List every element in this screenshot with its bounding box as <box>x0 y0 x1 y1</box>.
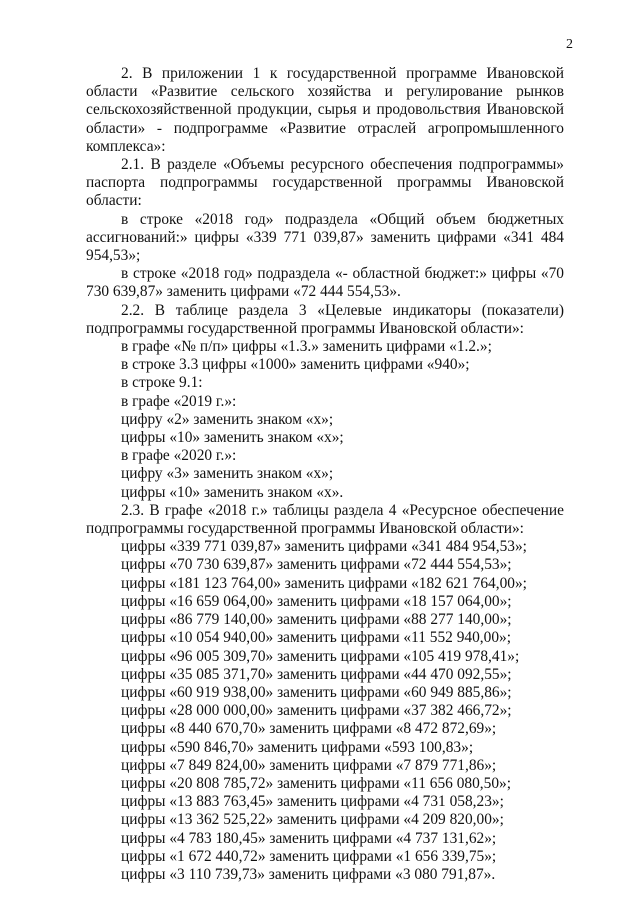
list-item: цифры «8 440 670,70» заменить цифрами «8 472 872,69»; <box>121 720 497 738</box>
list-item: в строке 3.3 цифры «1000» заменить цифрами «940»; <box>121 356 470 374</box>
list-item: цифры «35 085 371,70» заменить цифрами «44 470 092,55»; <box>121 665 512 683</box>
list-item: цифры «10» заменить знаком «х». <box>121 483 344 501</box>
list-item: цифры «20 808 785,72» заменить цифрами «11 656 080,50»; <box>121 774 511 792</box>
paragraph-2-1: 2.1. В разделе «Объемы ресурсного обеспечения подпрограммы» паспорта подпрограммы государственной программы Ивановской области: <box>86 156 564 210</box>
list-item: цифры «60 919 938,00» заменить цифрами «60 949 885,86»; <box>121 683 512 701</box>
replacements-list <box>86 538 564 884</box>
paragraph-2-3: 2.3. В графе «2018 г.» таблицы раздела 4 «Ресурсное обеспечение подпрограммы государственной программы Ивановской области»: <box>86 501 564 538</box>
paragraph-2: 2. В приложении 1 к государственной программе Ивановской области «Развитие сельского хозяйства и регулирование рынков сельскохозяйственной продукции, сырья и продовольствия Ивановской области» - подпрограмме «Развитие отраслей агропромышленного комплекса»: <box>86 65 564 155</box>
list-item: цифры «590 846,70» заменить цифрами «593 100,83»; <box>121 738 474 756</box>
list-item: цифры «339 771 039,87» заменить цифрами «341 484 954,53»; <box>121 538 527 556</box>
list-item: цифры «86 779 140,00» заменить цифрами «88 277 140,00»; <box>121 611 512 629</box>
table-changes-list <box>86 338 564 502</box>
page-number: 2 <box>566 37 573 52</box>
list-item: цифры «13 362 525,22» заменить цифрами «4 209 820,00»; <box>121 811 504 829</box>
list-item: цифры «96 005 309,70» заменить цифрами «105 419 978,41»; <box>121 647 520 665</box>
list-item: в строке 9.1: <box>121 374 203 392</box>
list-item: цифры «10» заменить знаком «х»; <box>121 429 344 447</box>
list-item: цифры «4 783 180,45» заменить цифрами «4 737 131,62»; <box>121 829 497 847</box>
list-item: цифру «3» заменить знаком «х»; <box>121 465 334 483</box>
list-item: цифру «2» заменить знаком «х»; <box>121 410 334 428</box>
list-item: цифры «7 849 824,00» заменить цифрами «7 879 771,86»; <box>121 756 497 774</box>
paragraph-2-1-regional: в строке «2018 год» подраздела «- областной бюджет:» цифры «70 730 639,87» заменить цифрами «72 444 554,53». <box>86 265 564 301</box>
list-item: цифры «70 730 639,87» заменить цифрами «72 444 554,53»; <box>121 556 512 574</box>
list-item: в графе «2019 г.»: <box>121 392 237 410</box>
list-item: цифры «28 000 000,00» заменить цифрами «37 382 466,72»; <box>121 702 512 720</box>
list-item: цифры «1 672 440,72» заменить цифрами «1 656 339,75»; <box>121 847 497 865</box>
paragraph-2-2: 2.2. В таблице раздела 3 «Целевые индикаторы (показатели) подпрограммы государственной программы Ивановской области»: <box>86 301 564 337</box>
list-item: цифры «16 659 064,00» заменить цифрами «18 157 064,00»; <box>121 592 512 610</box>
list-item: в графе «2020 г.»: <box>121 447 237 465</box>
paragraph-2-1-total: в строке «2018 год» подраздела «Общий объем бюджетных ассигнований:» цифры «339 771 039,87» заменить цифрами «341 484 954,53»; <box>86 210 564 265</box>
list-item: цифры «3 110 739,73» заменить цифрами «3 080 791,87». <box>121 865 496 883</box>
list-item: в графе «№ п/п» цифры «1.3.» заменить цифрами «1.2.»; <box>121 338 492 356</box>
document-body <box>86 65 564 884</box>
list-item: цифры «13 883 763,45» заменить цифрами «4 731 058,23»; <box>121 793 504 811</box>
list-item: цифры «10 054 940,00» заменить цифрами «11 552 940,00»; <box>121 629 511 647</box>
list-item: цифры «181 123 764,00» заменить цифрами «182 621 764,00»; <box>121 574 527 592</box>
